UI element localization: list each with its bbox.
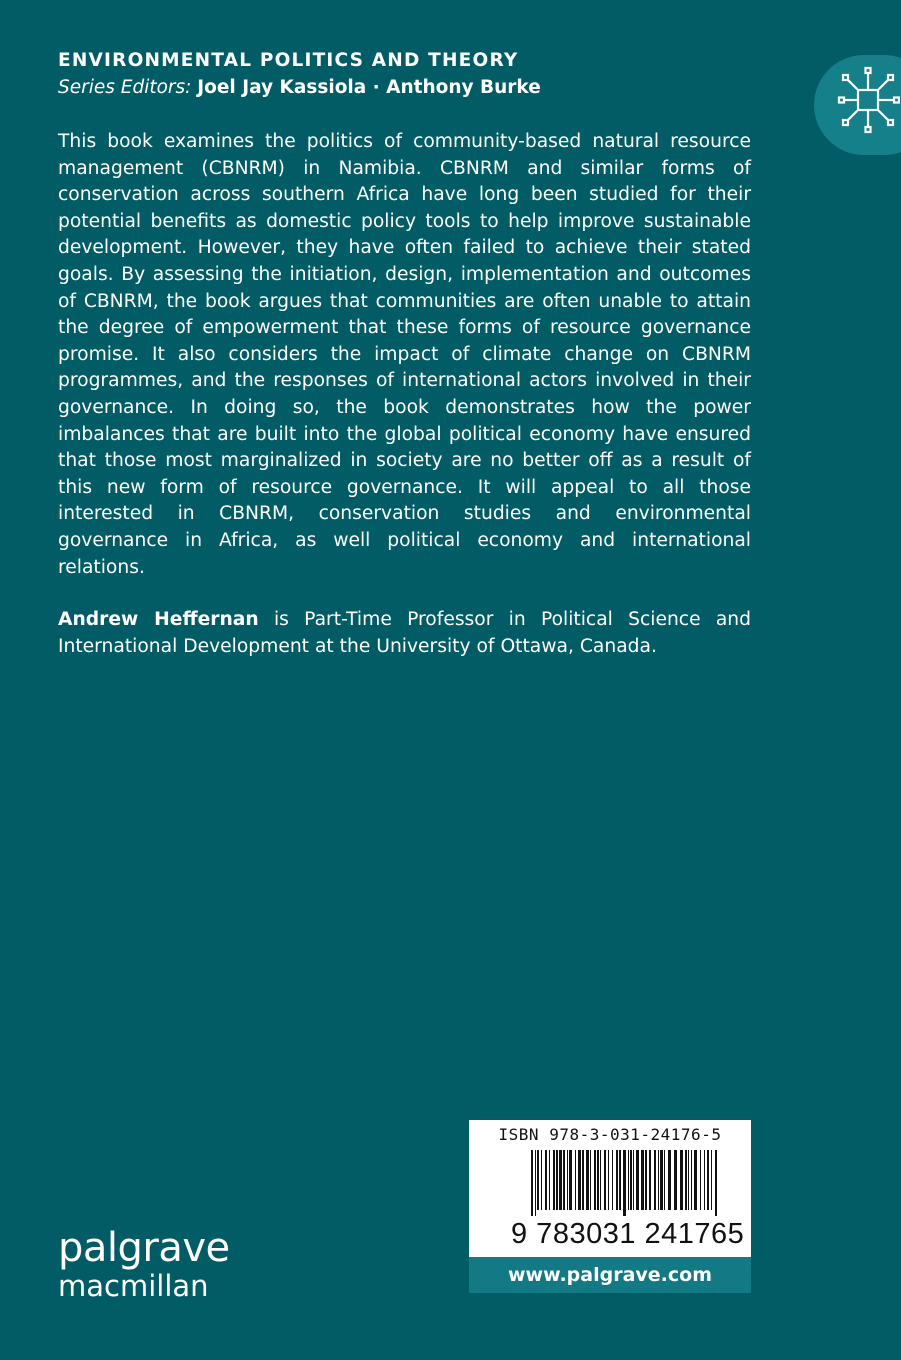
isbn-label: ISBN 978-3-031-24176-5 [498, 1125, 722, 1144]
barcode-bar [623, 1150, 626, 1216]
barcode-bar [660, 1150, 663, 1210]
isbn-barcode-box [469, 1120, 751, 1257]
barcode-bar [674, 1150, 677, 1210]
barcode-bar [578, 1150, 581, 1210]
publisher-url: www.palgrave.com [469, 1257, 751, 1293]
barcode-bar [688, 1150, 689, 1210]
barcode-bar [645, 1150, 647, 1210]
barcode-bar [582, 1150, 584, 1210]
series-badge [814, 55, 901, 155]
barcode-bar [590, 1150, 591, 1210]
barcode-bar [541, 1150, 542, 1210]
barcode-bar [531, 1150, 533, 1216]
barcode-bar [545, 1150, 547, 1210]
series-editors [58, 77, 541, 99]
barcode-bar [586, 1150, 589, 1210]
author-bio-text: is Part-Time Professor in Political Science and International Development at the University of Ottawa, Canada. [58, 609, 751, 657]
barcode-bar [668, 1150, 671, 1210]
ean-number: 9 783031 241765 [511, 1218, 745, 1250]
barcode-bar [567, 1150, 568, 1210]
barcode-bar [630, 1150, 632, 1210]
barcode-bar [616, 1150, 618, 1210]
barcode-bar [619, 1150, 621, 1210]
book-description: This book examines the politics of community-based natural resource management (CBNRM) in Namibia. CBNRM and similar forms of conservation across southern Africa have long been studied for their potential benefits as domestic policy tools to help improve sustainable development. However, they have often failed to achieve their stated goals. By assessing the initiation, design, implementation and outcomes of CBNRM, the book argues that communities are often unable to attain the degree of empowerment that these forms of resource governance promise. It also considers the impact of climate change on CBNRM programmes, and the responses of international actors involved in their governance. In doing so, the book demonstrates how the power imbalances that are built into the global political economy have ensured that those most marginalized in society are no better off as a result of this new form of resource governance. It will appeal to all those interested in CBNRM, conservation studies and environmental governance in Africa, as well political economy and international relations. [58, 131, 751, 578]
barcode-bar [608, 1150, 609, 1210]
barcode-bar [649, 1150, 651, 1210]
barcode-bar [685, 1150, 687, 1210]
editors-names: Joel Jay Kassiola · Anthony Burke [197, 77, 541, 98]
author-name: Andrew Heffernan [58, 609, 259, 631]
publisher-logo [58, 1226, 230, 1302]
barcode-bar [700, 1150, 701, 1210]
series-title: ENVIRONMENTAL POLITICS AND THEORY [58, 50, 519, 71]
barcode-bar [600, 1150, 601, 1210]
barcode-bar [563, 1150, 565, 1210]
barcode-bar [654, 1150, 656, 1210]
barcode-bar [535, 1150, 536, 1216]
editors-label: Series Editors: [58, 77, 192, 98]
barcode-bar [704, 1150, 705, 1210]
barcode-bar [628, 1150, 629, 1210]
barcode-bar [575, 1150, 576, 1210]
barcode-bar [559, 1150, 562, 1210]
barcode [531, 1150, 721, 1216]
barcode-bar [658, 1150, 659, 1210]
barcode-bar [641, 1150, 644, 1210]
barcode-bar [537, 1150, 539, 1210]
barcode-bar [594, 1150, 596, 1210]
barcode-bar [569, 1150, 572, 1210]
barcode-bar [664, 1150, 665, 1210]
logo-palgrave: palgrave [58, 1225, 230, 1271]
barcode-bar [597, 1150, 599, 1210]
barcode-bar [612, 1150, 613, 1210]
barcode-bar [715, 1150, 717, 1216]
barcode-bar [694, 1150, 697, 1210]
barcode-bar [549, 1150, 550, 1210]
barcode-bar [553, 1150, 555, 1210]
barcode-bar [680, 1150, 683, 1210]
barcode-bar [604, 1150, 606, 1210]
barcode-bar [556, 1150, 558, 1210]
circuit-chip-icon [836, 65, 900, 135]
text-column [58, 129, 751, 660]
barcode-bar [711, 1150, 712, 1210]
barcode-bar [633, 1150, 634, 1210]
barcode-bar [691, 1150, 692, 1210]
author-bio [58, 607, 751, 660]
barcode-bar [707, 1150, 709, 1210]
logo-macmillan: macmillan [58, 1269, 209, 1303]
barcode-bar [636, 1150, 639, 1210]
